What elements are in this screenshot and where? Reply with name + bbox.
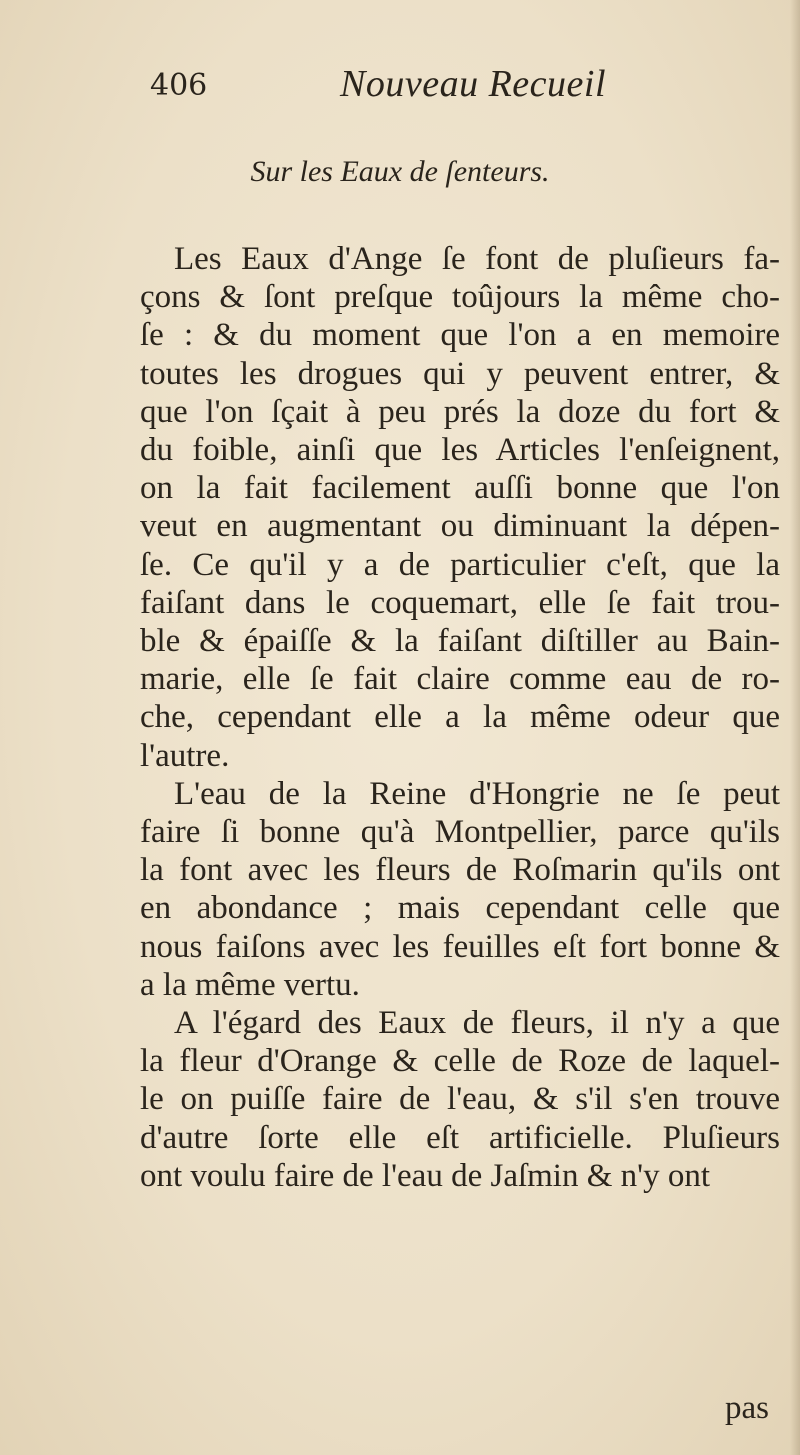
- text-line: que l'on ſçait à peu prés la doze du fort &: [140, 393, 780, 430]
- text-line: che, cependant elle a la même odeur que: [140, 699, 780, 736]
- text-line: ſe : & du moment que l'on a en memoire: [140, 317, 780, 354]
- text-line: Les Eaux d'Ange ſe font de pluſieurs fa-: [174, 241, 780, 277]
- text-line: ble & épaiſſe & la faiſant diſtiller au Bain-: [140, 623, 780, 660]
- text-line: la font avec les fleurs de Roſmarin qu'ils ont: [140, 852, 780, 889]
- text-line: L'eau de la Reine d'Hongrie ne ſe peut: [174, 775, 780, 812]
- text-line: ſe. Ce qu'il y a de particulier c'eſt, que la: [140, 546, 780, 583]
- text-line: marie, elle ſe fait claire comme eau de ro-: [140, 661, 780, 698]
- body-text: [140, 240, 780, 1195]
- text-line: le on puiſſe faire de l'eau, & s'il s'en trouve: [140, 1081, 780, 1118]
- text-line: en abondance ; mais cependant celle que: [140, 890, 780, 927]
- text-line: faire ſi bonne qu'à Montpellier, parce qu'ils: [140, 814, 780, 851]
- text-line: d'autre ſorte elle eſt artificielle. Pluſieurs: [140, 1119, 780, 1156]
- section-title: Sur les Eaux de ſenteurs.: [250, 155, 550, 188]
- text-line: nous faiſons avec les feuilles eſt fort bonne &: [140, 928, 780, 965]
- catchword: pas: [725, 1390, 769, 1426]
- text-line: ont voulu faire de l'eau de Jaſmin & n'y ont: [140, 1157, 711, 1194]
- text-line: a la même vertu.: [140, 966, 360, 1003]
- text-line: toutes les drogues qui y peuvent entrer, &: [140, 355, 780, 392]
- text-line: A l'égard des Eaux de fleurs, il n'y a que: [174, 1005, 780, 1042]
- text-line: çons & ſont preſque toûjours la même cho-: [140, 279, 780, 316]
- text-line: on la fait facilement auſſi bonne que l'on: [140, 470, 780, 507]
- running-title: Nouveau Recueil: [340, 63, 607, 105]
- text-line: l'autre.: [140, 737, 230, 774]
- text-line: du foible, ainſi que les Articles l'enſeignent,: [140, 432, 780, 469]
- page-number: 406: [150, 68, 208, 103]
- text-line: faiſant dans le coquemart, elle ſe fait trou-: [140, 584, 780, 621]
- text-line: la fleur d'Orange & celle de Roze de laquel-: [140, 1043, 780, 1080]
- text-line: veut en augmentant ou diminuant la dépen-: [140, 508, 780, 545]
- page-header: [150, 62, 680, 112]
